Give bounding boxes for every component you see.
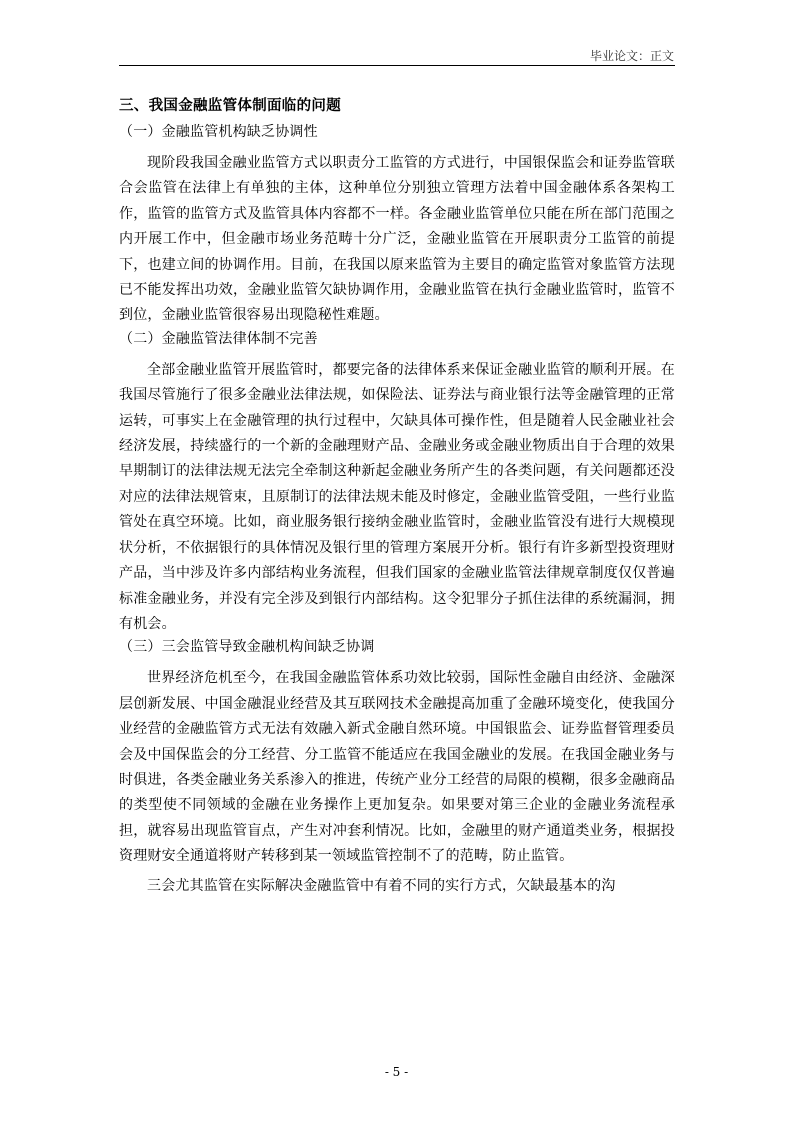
paragraph-2: 全部金融业监管开展监管时，都要完备的法律体系来保证金融业监管的顺利开展。在我国尽管施行了很多金融业法律法规，如保险法、证券法与商业银行法等金融管理的正常运转，可事实上在金融管理的执行过程中，欠缺具体可操作性，但是随着人民金融业社会经济发展，持续盛行的一个新的金融理财产品、金融业务或金融业物质出自于合理的效果早期制订的法律法规无法完全牵制这种新起金融业务所产生的各类问题，有关问题都还没对应的法律法规管束，且原制订的法律法规未能及时修定，金融业监管受阻，一些行业监管处在真空环境。比如，商业服务银行接纳金融业监管时，金融业监管没有进行大规模现状分析，不依据银行的具体情况及银行里的管理方案展开分析。银行有许多新型投资理财产品，当中涉及许多内部结构业务流程，但我们国家的金融业监管法律规章制度仅仅普遍标准金融业务，并没有完全涉及到银行内部结构。这令犯罪分子抓住法律的系统漏洞，拥有机会。 — [119, 361, 675, 632]
page-number: - 5 - — [384, 1065, 409, 1079]
paragraph-3: 世界经济危机至今，在我国金融监管体系功效比较弱，国际性金融自由经济、金融深层创新发展、中国金融混业经营及其互联网技术金融提高加重了金融环境变化，使我国分业经营的金融监管方式无法有效融入新式金融自然环境。中国银监会、证券监督管理委员会及中国保监会的分工经营、分工监管不能适应在我国金融业的发展。在我国金融业务与时俱进，各类金融业务关系渗入的推进，传统产业分工经营的局限的模糊，很多金融商品的类型使不同领域的金融在业务操作上更加复杂。如果要对第三企业的金融业务流程承担，就容易出现监管盲点，产生对冲套利情况。比如，金融里的财产通道类业务，根据投资理财安全通道将财产转移到某一领域监管控制不了的范畴，防止监管。 — [119, 670, 675, 865]
subsection-title-2: （二）金融监管法律体制不完善 — [119, 330, 318, 347]
body-content — [119, 96, 675, 899]
paragraph-1: 现阶段我国金融业监管方式以职责分工监管的方式进行，中国银保监会和证券监管联合会监管在法律上有单独的主体，这种单位分别独立管理方法着中国金融体系各架构工作，监管的监管方式及监管具体内容都不一样。各金融业监管单位只能在所在部门范围之内开展工作中，但金融市场业务范畴十分广泛，金融业监管在开展职责分工监管的前提下，也建立间的协调作用。目前，在我国以原来监管为主要目的确定监管对象监管方法现已不能发挥出功效，金融业监管欠缺协调作用，金融业监管在执行金融业监管时，监管不到位，金融业监管很容易出现隐秘性难题。 — [119, 155, 675, 324]
subsection-title-1: （一）金融监管机构缺乏协调性 — [119, 124, 318, 140]
header-rule — [119, 65, 675, 66]
paragraph-4: 三会尤其监管在实际解决金融监管中有着不同的实行方式，欠缺最基本的沟 — [147, 877, 616, 894]
subsection-title-3: （三）三会监管导致金融机构间缺乏协调 — [119, 639, 375, 656]
section-title: 三、我国金融监管体制面临的问题 — [119, 98, 341, 114]
running-header: 毕业论文：正文 — [589, 49, 674, 63]
